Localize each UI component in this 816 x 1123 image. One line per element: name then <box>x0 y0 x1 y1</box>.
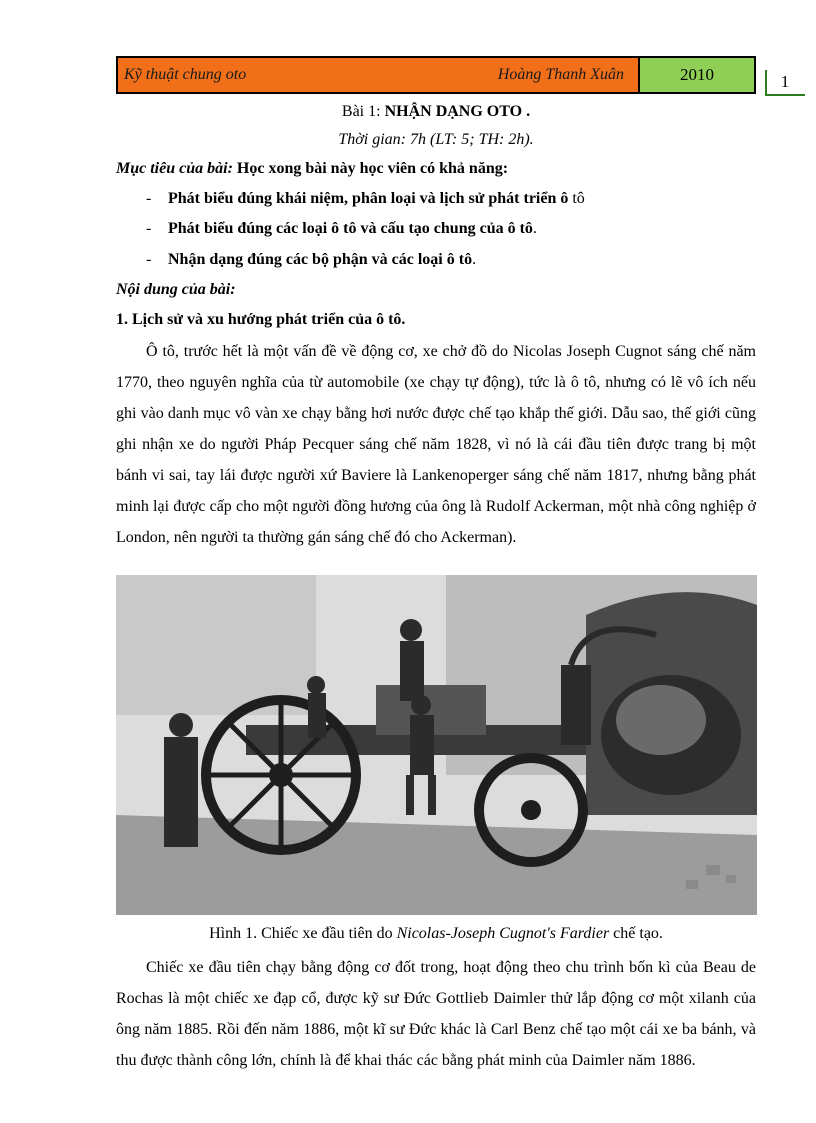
header-left-cell <box>118 58 638 92</box>
page-number: 1 <box>765 70 805 96</box>
lesson-time: Thời gian: 7h (LT: 5; TH: 2h). <box>338 131 534 148</box>
header-author: Hoàng Thanh Xuân <box>497 66 624 83</box>
lesson-title <box>116 103 756 121</box>
lesson-title-prefix: Bài 1: <box>341 103 385 120</box>
header-subject: Kỹ thuật chung oto <box>124 66 247 83</box>
objectives-label: Mục tiêu của bài: <box>116 160 233 177</box>
objective-item: - Nhận dạng đúng các bộ phận và các loại ô tô. <box>146 251 477 268</box>
cugnot-fardier-illustration <box>116 575 757 915</box>
page-header <box>116 56 756 94</box>
header-year: 2010 <box>638 58 754 92</box>
objectives-line <box>116 160 508 178</box>
lesson-title-bold: NHẬN DẠNG OTO . <box>384 103 531 120</box>
objectives-intro: Học xong bài này học viên có khả năng: <box>232 160 509 177</box>
objective-item: - Phát biểu đúng các loại ô tô và cấu tạo chung của ô tô. <box>146 220 537 237</box>
paragraph-2: Chiếc xe đầu tiên chạy bằng động cơ đốt trong, hoạt động theo chu trình bốn kì của Beau de Rochas là một chiếc xe đạp cổ, được kỹ sư Đức Gottlieb Daimler thử lắp động cơ một xilanh của ông năm 1885. Rồi đến năm 1886, một kĩ sư Đức khác là Carl Benz chế tạo một cái xe ba bánh, và thu được thành công lớn, chính là để khai thác các bằng phát minh của Daimler năm 1886. <box>116 959 756 1069</box>
figure-caption: Hình 1. Chiếc xe đầu tiên do Nicolas-Joseph Cugnot's Fardier chế tạo. <box>209 925 663 942</box>
content-label: Nội dung của bài: <box>116 281 236 298</box>
paragraph-1: Ô tô, trước hết là một vấn đề về động cơ, xe chở đồ do Nicolas Joseph Cugnot sáng chế năm 1770, theo nguyên nghĩa của từ automobile (xe chạy tự động), tức là ô tô, nhưng có lẽ vô ích nếu ghi vào danh mục vô vàn xe chạy bằng hơi nước được chế tạo khắp thế giới. Dẫu sao, thế giới cũng ghi nhận xe do người Pháp Pecquer sáng chế năm 1828, vì nó là cái đầu tiên được trang bị một bánh vi sai, tay lái được người xứ Baviere là Lankenoperger sáng chế năm 1817, nhưng bằng phát minh lại được cấp cho một người đồng hương của ông là Rudolf Ackerman, một nhà công nghiệp ở London, nên người ta thường gán sáng chế đó cho Ackerman). <box>116 343 756 546</box>
objective-item: - Phát biểu đúng khái niệm, phân loại và lịch sử phát triển ô tô <box>146 190 585 207</box>
section-heading: 1. Lịch sử và xu hướng phát triển của ô tô. <box>116 311 406 328</box>
